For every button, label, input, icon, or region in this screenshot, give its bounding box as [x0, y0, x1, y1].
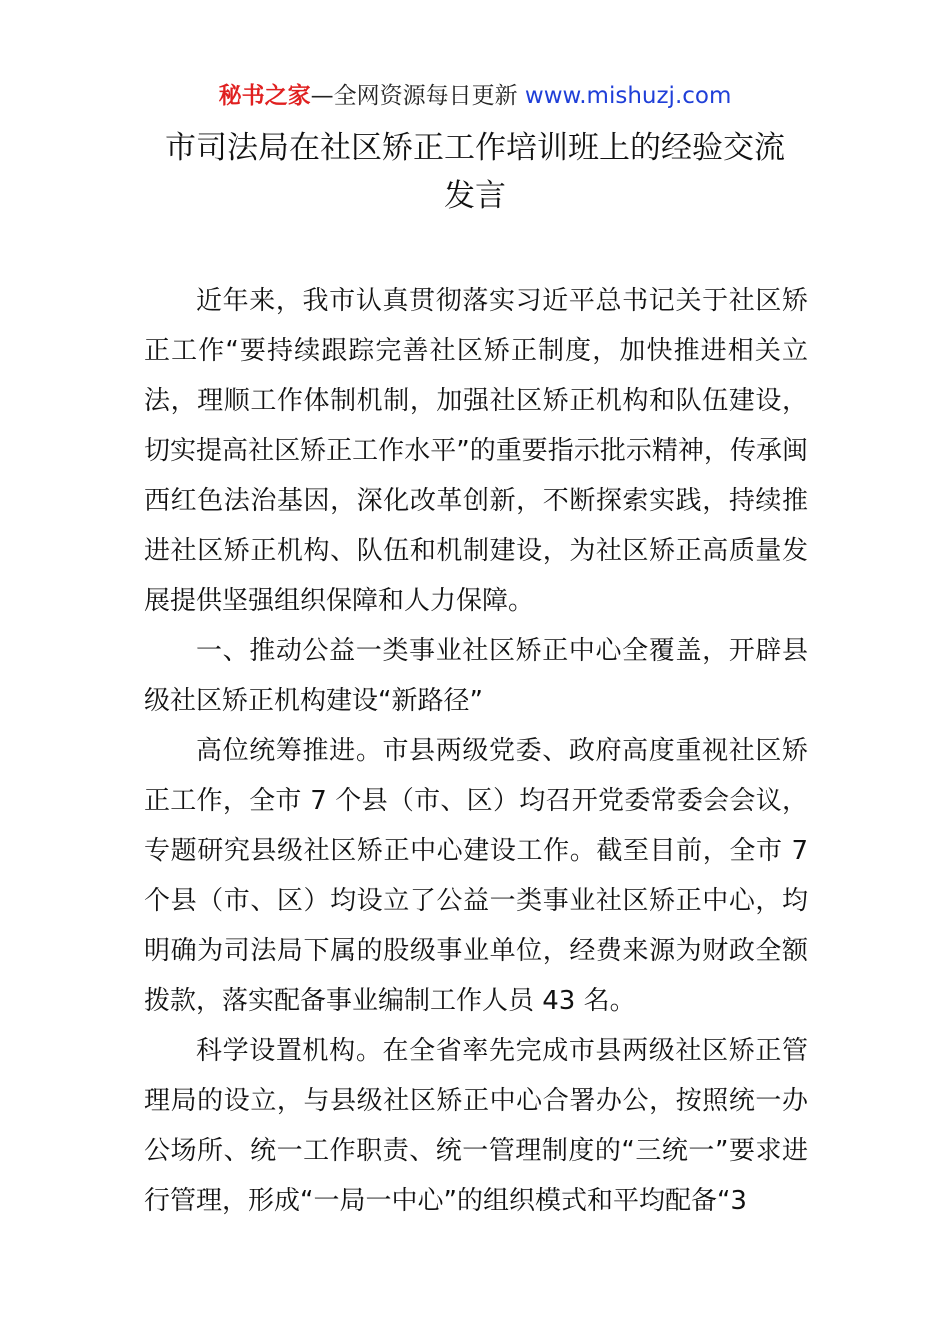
document-title — [100, 124, 850, 220]
document-body — [144, 276, 808, 1226]
paragraph-intro: 近年来，我市认真贯彻落实习近平总书记关于社区矫正工作“要持续跟踪完善社区矫正制度，加快推进相关立法，理顺工作体制机制，加强社区矫正机构和队伍建设，切实提高社区矫正工作水平”的重要指示批示精神，传承闽西红色法治基因，深化改革创新，不断探索实践，持续推进社区矫正机构、队伍和机制建设，为社区矫正高质量发展提供坚强组织保障和人力保障。 — [144, 286, 808, 616]
site-url[interactable]: www.mishuzj.com — [524, 83, 732, 109]
site-tagline: —全网资源每日更新 — [310, 83, 525, 109]
section-heading-1: 一、推动公益一类事业社区矫正中心全覆盖，开辟县级社区矫正机构建设“新路径” — [144, 636, 808, 716]
document-title-line-2: 发言 — [444, 178, 506, 214]
document-title-line-1: 市司法局在社区矫正工作培训班上的经验交流 — [165, 130, 785, 166]
paragraph-coordination: 高位统筹推进。市县两级党委、政府高度重视社区矫正工作，全市 7 个县（市、区）均召开党委常委会会议，专题研究县级社区矫正中心建设工作。截至目前，全市 7 个县（市、区）均设立了公益一类事业社区矫正中心，均明确为司法局下属的股级事业单位，经费来源为财政全额拨款，落实配备事业编制工作人员 43 名。 — [144, 736, 808, 1016]
site-brand: 秘书之家 — [218, 83, 311, 109]
paragraph-institution-setup: 科学设置机构。在全省率先完成市县两级社区矫正管理局的设立，与县级社区矫正中心合署办公，按照统一办公场所、统一工作职责、统一管理制度的“三统一”要求进行管理，形成“一局一中心”的组织模式和平均配备“3 — [144, 1036, 808, 1216]
site-header — [0, 80, 950, 112]
